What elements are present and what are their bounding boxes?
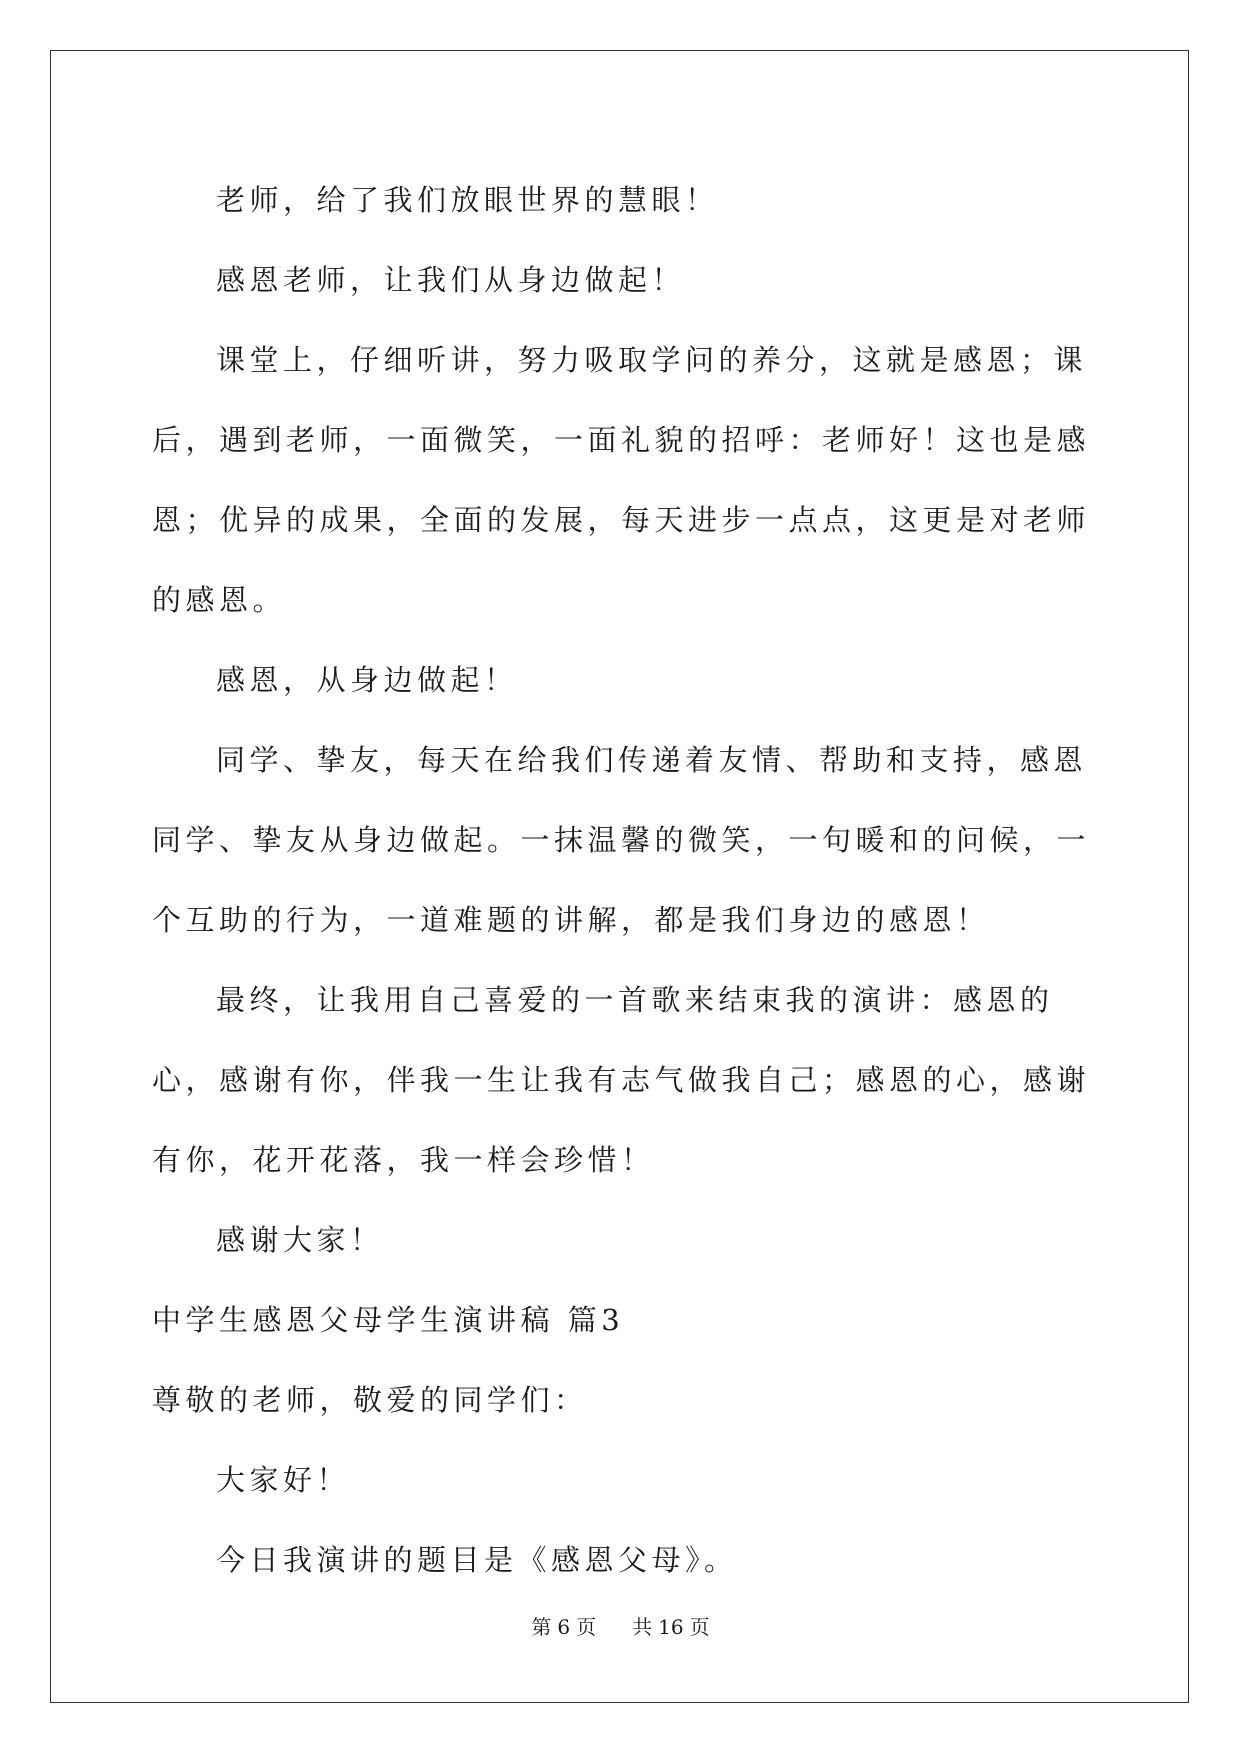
section-heading: 中学生感恩父母学生演讲稿 篇3 (152, 1303, 625, 1337)
page-number-label: 第 6 页 (531, 1615, 597, 1639)
paragraph: 课堂上，仔细听讲，努力吸取学问的养分，这就是感恩；课后，遇到老师，一面微笑，一面礼貌的招呼：老师好！这也是感恩；优异的成果，全面的发展，每天进步一点点，这更是对老师的感恩。 (152, 343, 1091, 617)
paragraph: 老师，给了我们放眼世界的慧眼！ (216, 183, 719, 217)
paragraph: 感恩老师，让我们从身边做起！ (216, 263, 686, 297)
paragraph: 感谢大家！ (216, 1223, 384, 1257)
document-body (152, 160, 1112, 1600)
total-pages-label: 共 16 页 (632, 1615, 710, 1639)
paragraph: 大家好！ (216, 1463, 351, 1497)
paragraph: 同学、挚友，每天在给我们传递着友情、帮助和支持，感恩同学、挚友从身边做起。一抹温馨的微笑，一句暖和的问候，一个互助的行为，一道难题的讲解，都是我们身边的感恩！ (152, 743, 1091, 937)
paragraph: 今日我演讲的题目是《感恩父母》。 (216, 1543, 738, 1577)
page-footer (0, 1611, 1241, 1640)
salutation: 尊敬的老师，敬爱的同学们： (152, 1383, 588, 1417)
paragraph: 最终，让我用自己喜爱的一首歌来结束我的演讲：感恩的心，感谢有你，伴我一生让我有志气做我自己；感恩的心，感谢有你，花开花落，我一样会珍惜！ (152, 983, 1091, 1177)
paragraph: 感恩，从身边做起！ (216, 663, 518, 697)
